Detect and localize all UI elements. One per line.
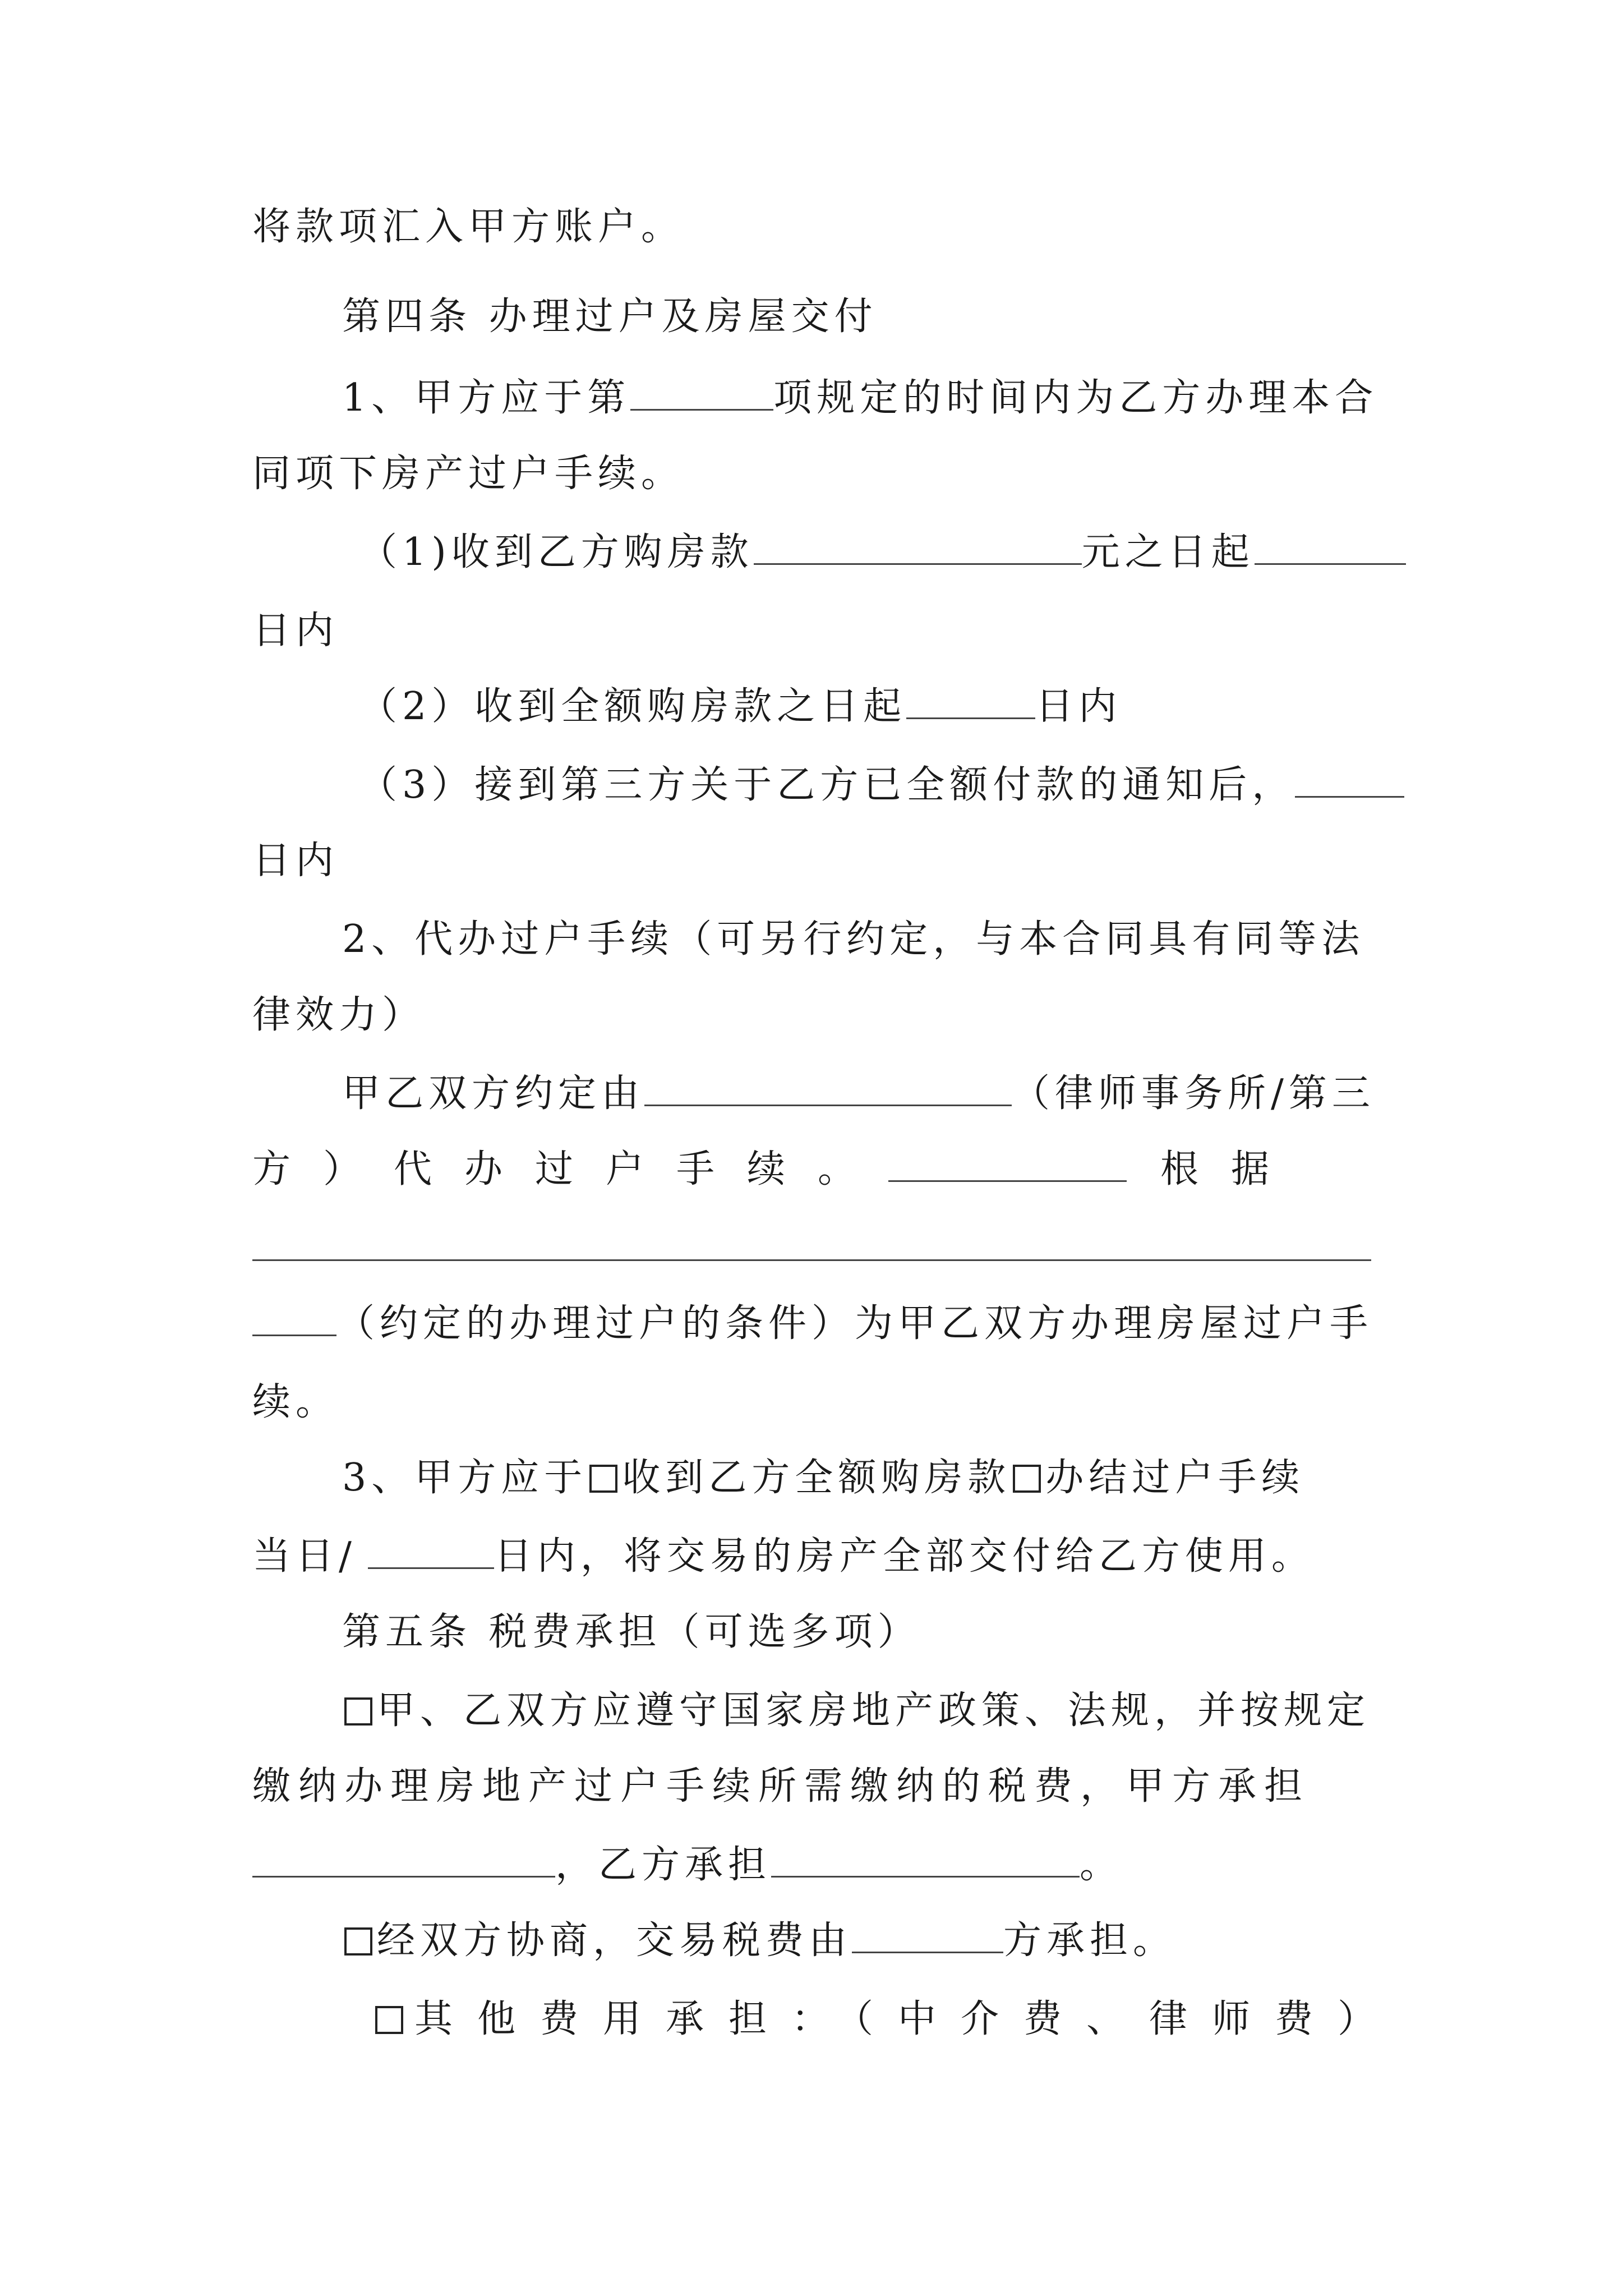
fill-blank[interactable] bbox=[771, 1842, 1080, 1878]
text: 方承担。 bbox=[1003, 1918, 1177, 1963]
fill-blank[interactable] bbox=[252, 1301, 336, 1336]
paragraph-line bbox=[252, 449, 1377, 499]
text: 同项下房产过户手续。 bbox=[252, 452, 685, 496]
text: 收到乙方全额购房款 bbox=[622, 1456, 1011, 1500]
text: 当日/ bbox=[252, 1534, 357, 1579]
paragraph-line bbox=[252, 1840, 1377, 1890]
text: 办结过户手续 bbox=[1045, 1456, 1305, 1500]
text: 律效力） bbox=[252, 993, 426, 1037]
text: 根据 bbox=[1160, 1147, 1302, 1191]
text: 日内 bbox=[252, 609, 339, 653]
text: 2、代办过户手续（可另行约定，与本合同具有同等法 bbox=[342, 917, 1365, 961]
text: 将款项汇入甲方账户。 bbox=[252, 205, 685, 249]
paragraph-line bbox=[252, 1299, 1377, 1349]
text: 。 bbox=[1080, 1843, 1123, 1887]
checkbox[interactable] bbox=[344, 1927, 372, 1955]
text: （律师事务所/第三 bbox=[1012, 1071, 1375, 1116]
fill-blank[interactable] bbox=[888, 1147, 1127, 1182]
paragraph-line bbox=[359, 760, 1377, 811]
text: （3）接到第三方关于乙方已全额付款的通知后， bbox=[359, 763, 1295, 807]
fill-blank[interactable] bbox=[1255, 530, 1406, 565]
fill-blank-full-line[interactable] bbox=[252, 1259, 1371, 1261]
fill-blank[interactable] bbox=[368, 1534, 494, 1569]
paragraph-line bbox=[252, 990, 1377, 1041]
text: （约定的办理过户的条件）为甲乙双方办理房屋过户手 bbox=[336, 1301, 1373, 1346]
paragraph-line bbox=[252, 202, 1377, 252]
text: 3、甲方应于 bbox=[342, 1456, 588, 1500]
paragraph-line bbox=[252, 836, 1377, 886]
fill-blank[interactable] bbox=[754, 530, 1082, 565]
paragraph-line bbox=[252, 1531, 1377, 1582]
text: 日内 bbox=[252, 839, 339, 883]
fill-blank[interactable] bbox=[252, 1842, 555, 1878]
text: 方）代办过户手续。 bbox=[252, 1147, 889, 1191]
paragraph-line bbox=[342, 914, 1377, 965]
checkbox[interactable] bbox=[1013, 1465, 1041, 1493]
text: 元之日起 bbox=[1081, 530, 1255, 574]
paragraph-line bbox=[252, 1761, 1377, 1812]
text: 缴纳办理房地产过户手续所需缴纳的税费，甲方承担 bbox=[252, 1764, 1311, 1809]
paragraph-line bbox=[342, 1686, 1377, 1736]
paragraph-line bbox=[252, 1377, 1377, 1428]
article-heading bbox=[342, 292, 1377, 342]
text: 日内 bbox=[1035, 684, 1122, 729]
text: 项规定的时间内为乙方办理本合 bbox=[773, 376, 1378, 420]
text: 经双方协商，交易税费由 bbox=[377, 1918, 852, 1963]
paragraph-line bbox=[252, 606, 1377, 656]
checkbox[interactable] bbox=[375, 2006, 403, 2034]
text: ，乙方承担 bbox=[555, 1843, 772, 1887]
text: （2）收到全额购房款之日起 bbox=[359, 684, 907, 729]
paragraph-line bbox=[342, 1069, 1377, 1119]
fill-blank[interactable] bbox=[1295, 762, 1404, 798]
fill-blank[interactable] bbox=[644, 1071, 1012, 1106]
text: 甲乙双方约定由 bbox=[342, 1071, 645, 1116]
text: （1)收到乙方购房款 bbox=[359, 530, 754, 574]
text: 1、甲方应于第 bbox=[342, 376, 631, 420]
fill-blank[interactable] bbox=[852, 1918, 1003, 1953]
paragraph-line bbox=[342, 373, 1377, 424]
text: 日内，将交易的房产全部交付给乙方使用。 bbox=[494, 1534, 1315, 1579]
paragraph-line bbox=[342, 1916, 1377, 1966]
checkbox[interactable] bbox=[589, 1465, 617, 1493]
checkbox[interactable] bbox=[344, 1697, 372, 1726]
paragraph-line bbox=[359, 682, 1377, 732]
paragraph-line bbox=[252, 1144, 1377, 1195]
paragraph-line bbox=[373, 1994, 1401, 2045]
text: 第四条 办理过户及房屋交付 bbox=[342, 295, 878, 339]
article-heading bbox=[342, 1607, 1377, 1658]
fill-blank[interactable] bbox=[630, 375, 773, 411]
paragraph-line bbox=[359, 527, 1377, 578]
text: 第五条 税费承担（可选多项） bbox=[342, 1610, 921, 1654]
fill-blank[interactable] bbox=[906, 684, 1035, 719]
text: 甲、乙双方应遵守国家房地产政策、法规，并按规定 bbox=[377, 1688, 1371, 1733]
text: 其他费用承担：（中介费、律师费） bbox=[414, 1997, 1401, 2041]
paragraph-line bbox=[342, 1453, 1377, 1503]
text: 续。 bbox=[252, 1380, 339, 1424]
